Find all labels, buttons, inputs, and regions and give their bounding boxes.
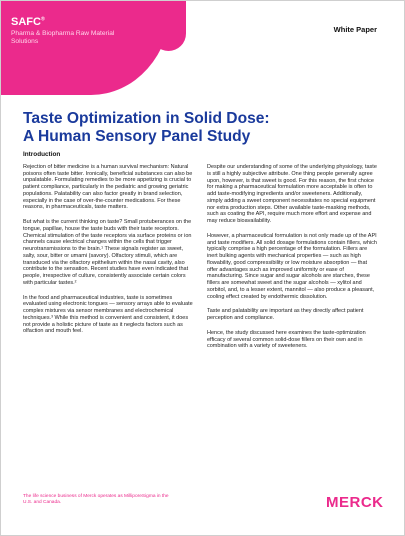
brand-mark: ® xyxy=(40,16,45,23)
paragraph: However, a pharmaceutical formulation is not only made up of the API and taste modifiers. All solid dosage formulations contain fillers, which typically comprise a high percentage of the formulation. Fillers are inert bulking agents with mechanical properties — such as high flowability, good compressibility or low moisture absorption — that offer advantages such as improved uniformity or ease of manufacturing. Since sugar and sugar alcohols are starches, these fillers are somewhat sweet and the sugar alcohols — xylitol and sorbitol, and, to a lesser extent, mannitol — also produce a pleasant, cooling effect created by endothermic dissolution. xyxy=(207,232,377,300)
section-heading: Introduction xyxy=(23,151,61,158)
merck-logo-text: MERCK xyxy=(326,494,384,511)
title-line-1: Taste Optimization in Solid Dose: xyxy=(23,110,270,127)
title-line-2: A Human Sensory Panel Study xyxy=(23,127,251,145)
merck-logo xyxy=(326,493,386,511)
paragraph: Hence, the study discussed here examines the taste-optimization efficacy of several common solid-dose fillers on their own and in combination with a variety of sweeteners. xyxy=(207,329,366,350)
paragraph: But what is the current thinking on taste? Small protuberances on the tongue, papillae, house the taste buds with their taste receptors. Chemical stimulation of the taste receptors via surface proteins or ion channels cause electrical changes within the cells that trigger neurotransmissions to the brain.¹ These signals register as sweet, salty, sour, bitter or umami (savory). Olfactory stimuli, which are transduced via the olfactory epithelium within the nasal cavity, also contribute to the sensation. Recent studies have even indicated that people, irrespective of culture, consistently associate certain colors with particular tastes.² xyxy=(23,219,192,286)
right-column xyxy=(207,164,377,358)
paragraph: Rejection of bitter medicine is a human survival mechanism: Natural poisons often taste bitter. Ironically, beneficial substances can also be unpalatable. Formulating remedies to be more appetizing is crucial to patient compliance, particularly in the pediatric and growing geriatric populations. Palatability can also factor greatly in brand selection, especially in the case of over-the-counter medications. For these reasons, in pharmaceuticals, taste matters. xyxy=(23,163,193,211)
brand-color-blob-accent xyxy=(151,0,186,51)
left-column xyxy=(23,152,193,343)
brand-logo xyxy=(11,16,45,28)
paragraph: Taste and palatability are important as they directly affect patient perception and compliance. xyxy=(207,308,364,321)
footer-note: The life science business of Merck operates as MilliporeSigma in the U.S. and Canada. xyxy=(23,494,169,506)
page-title xyxy=(23,110,343,145)
paragraph: In the food and pharmaceutical industries, taste is sometimes evaluated using electronic tongues — sensory arrays able to evaluate complex mixtures via sensor membranes and electrochemical techniques.³ While this method is convenient and consistent, it does not provide a holistic picture of taste as it neglects factors such as olfaction and mouth feel. xyxy=(23,294,193,335)
paragraph: Despite our understanding of some of the underlying physiology, taste is still a highly subjective attribute. One thing people generally agree upon, however, is that sweet is good. For this reason, the first choice for making a pharmaceutical formulation more acceptable is often to add taste-modifying ingredients and/or sweeteners. Additionally, simply adding a sweet component necessitates no special equipment nor extra production steps. Other available taste-masking methods, such as coating the API, require much more effort and expense and may reduce bioavailability. xyxy=(207,164,377,224)
brand-subtitle: Pharma & Biopharma Raw Material Solutions xyxy=(11,30,115,46)
brand-name: SAFC xyxy=(11,16,41,28)
brand-color-blob xyxy=(0,0,171,95)
document-type-label: White Paper xyxy=(333,25,377,34)
